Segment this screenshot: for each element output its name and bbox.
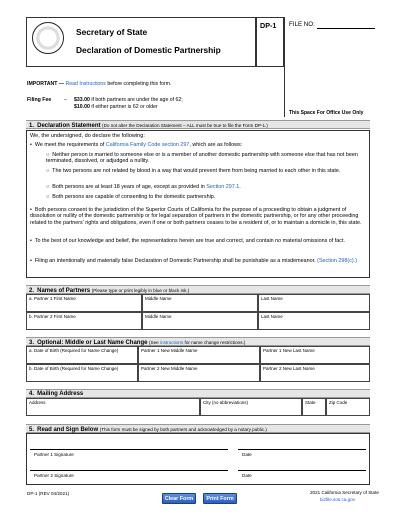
partner2-first-name-field[interactable]: b. Partner 2 First Name — [26, 312, 142, 330]
partner2-date-label: Date — [242, 473, 252, 478]
fee-line-1: $33.00 if both partners are under the age of 62; — [74, 97, 183, 103]
partner2-signature-label: Partner 2 Signature — [34, 473, 74, 478]
partner2-signature-line[interactable] — [30, 470, 228, 471]
section-3-header: 3. Optional: Middle or Last Name Change (See instructions for name change restrictions.) — [26, 337, 370, 346]
file-no-field[interactable] — [317, 28, 375, 29]
sub-bullet-2: ○ The two persons are not related by blood in a way that would prevent them from being married to each other in this state. — [46, 168, 341, 174]
city-field[interactable]: City (no abbreviations) — [200, 398, 302, 416]
partner2-middle-name-field[interactable]: Middle Name — [142, 312, 258, 330]
bullet-requirements: • We meet the requirements of California Family Code section 297, which are as follows: — [30, 142, 243, 148]
bullet-false-declaration: • Filing an intentionally and materially false Declaration of Domestic Partnership shall be punishable as a misdemeanor. (Section 298(c).) — [30, 258, 358, 264]
partner2-last-name-field[interactable]: Last Name — [258, 312, 370, 330]
section-297-1-link[interactable]: Section 297.1 — [206, 184, 240, 190]
sub-bullet-1: ○ Neither person is married to someone else or is a member of another domestic partnership with someone else that has not been terminated, dissolved, or adjudged a nullity. — [46, 152, 358, 165]
office-use-divider — [284, 17, 285, 117]
sub-bullet-3: ○ Both persons are at least 18 years of age, except as provided in Section 297.1. — [46, 184, 241, 190]
partner2-dob-field[interactable]: b. Date of Birth (Required for Name Change) — [26, 364, 138, 382]
file-no-label: FILE NO: — [289, 21, 315, 28]
state-seal-icon — [32, 22, 64, 54]
copyright: 2021 California Secretary of State — [310, 490, 379, 495]
partner1-date-line[interactable] — [238, 449, 366, 450]
bullet-jurisdiction: • Both persons consent to the jurisdiction of the Superior Courts of California for the purpose of a proceeding to obtain a judgment of dissolution or nullity of the domestic partnership or for legal separation of partners in the domestic partnership, or for any other proceeding related to the partners' rights and obligations, even if one or both partners ceases to be a resident of, or to maintain a domicile in, this state. — [30, 207, 362, 226]
fee-line-2: $10.00 if either partner is 62 or older — [74, 104, 158, 110]
zip-code-field[interactable]: Zip Code — [326, 398, 370, 416]
section-1-header: 1. Declaration Statement (Do not alter the Declaration Statement – ALL must be true to file the Form DP-1.) — [26, 120, 370, 129]
filing-fee-label: Filing Fee — [27, 97, 52, 103]
partner1-new-last-name-field[interactable]: Partner 1 New Last Name — [260, 346, 370, 364]
address-field[interactable]: Address — [26, 398, 200, 416]
section-4-header: 4. Mailing Address — [26, 389, 370, 398]
partner1-last-name-field[interactable]: Last Name — [258, 294, 370, 312]
partner1-middle-name-field[interactable]: Middle Name — [142, 294, 258, 312]
form-revision: DP-1 (REV 04/2021) — [27, 491, 70, 496]
section-298c-link[interactable]: (Section 298(c).) — [317, 258, 358, 264]
partner1-date-label: Date — [242, 452, 252, 457]
partner2-date-line[interactable] — [238, 470, 366, 471]
form-title: Declaration of Domestic Partnership — [76, 45, 221, 55]
read-instructions-link[interactable]: Read Instructions — [65, 81, 106, 87]
secretary-of-state: Secretary of State — [76, 27, 148, 37]
important-note — [27, 81, 171, 88]
important-rest: before completing this form. — [107, 81, 172, 87]
partner2-new-middle-name-field[interactable]: Partner 2 New Middle Name — [138, 364, 260, 382]
family-code-297-link[interactable]: California Family Code section 297 — [105, 142, 190, 148]
section-1-intro: We, the undersigned, do declare the following: — [30, 133, 145, 139]
important-label: IMPORTANT — — [27, 81, 65, 87]
office-use-label: This Space For Office Use Only — [289, 110, 364, 116]
partner1-signature-label: Partner 1 Signature — [34, 452, 74, 457]
bullet-true-correct: • To the best of our knowledge and belief, the representations herein are true and correct, and contain no material omissions of fact. — [30, 238, 345, 244]
filing-fee-dash: – — [64, 97, 67, 103]
partner2-new-last-name-field[interactable]: Partner 2 New Last Name — [260, 364, 370, 382]
sub-bullet-4: ○ Both persons are capable of consenting to the domestic partnership. — [46, 194, 216, 200]
clear-form-button[interactable]: Clear Form — [162, 493, 196, 504]
section-2-header: 2. Names of Partners (Please type or print legibly in blue or black ink.) — [26, 285, 370, 294]
partner1-dob-field[interactable]: a. Date of Birth (Required for Name Change) — [26, 346, 138, 364]
state-field[interactable]: State — [302, 398, 326, 416]
bizfile-link[interactable]: bizfile.sos.ca.gov — [320, 497, 355, 502]
partner1-first-name-field[interactable]: a. Partner 1 First Name — [26, 294, 142, 312]
name-change-instructions-link[interactable]: instructions — [160, 340, 184, 345]
form-code: DP-1 — [260, 21, 277, 30]
print-form-button[interactable]: Print Form — [203, 493, 237, 504]
partner1-new-middle-name-field[interactable]: Partner 1 New Middle Name — [138, 346, 260, 364]
section-5-box — [26, 433, 370, 485]
partner1-signature-line[interactable] — [30, 449, 228, 450]
section-5-header: 5. Read and Sign Below (This form must be signed by both partners and acknowledged by a notary public.) — [26, 424, 370, 433]
